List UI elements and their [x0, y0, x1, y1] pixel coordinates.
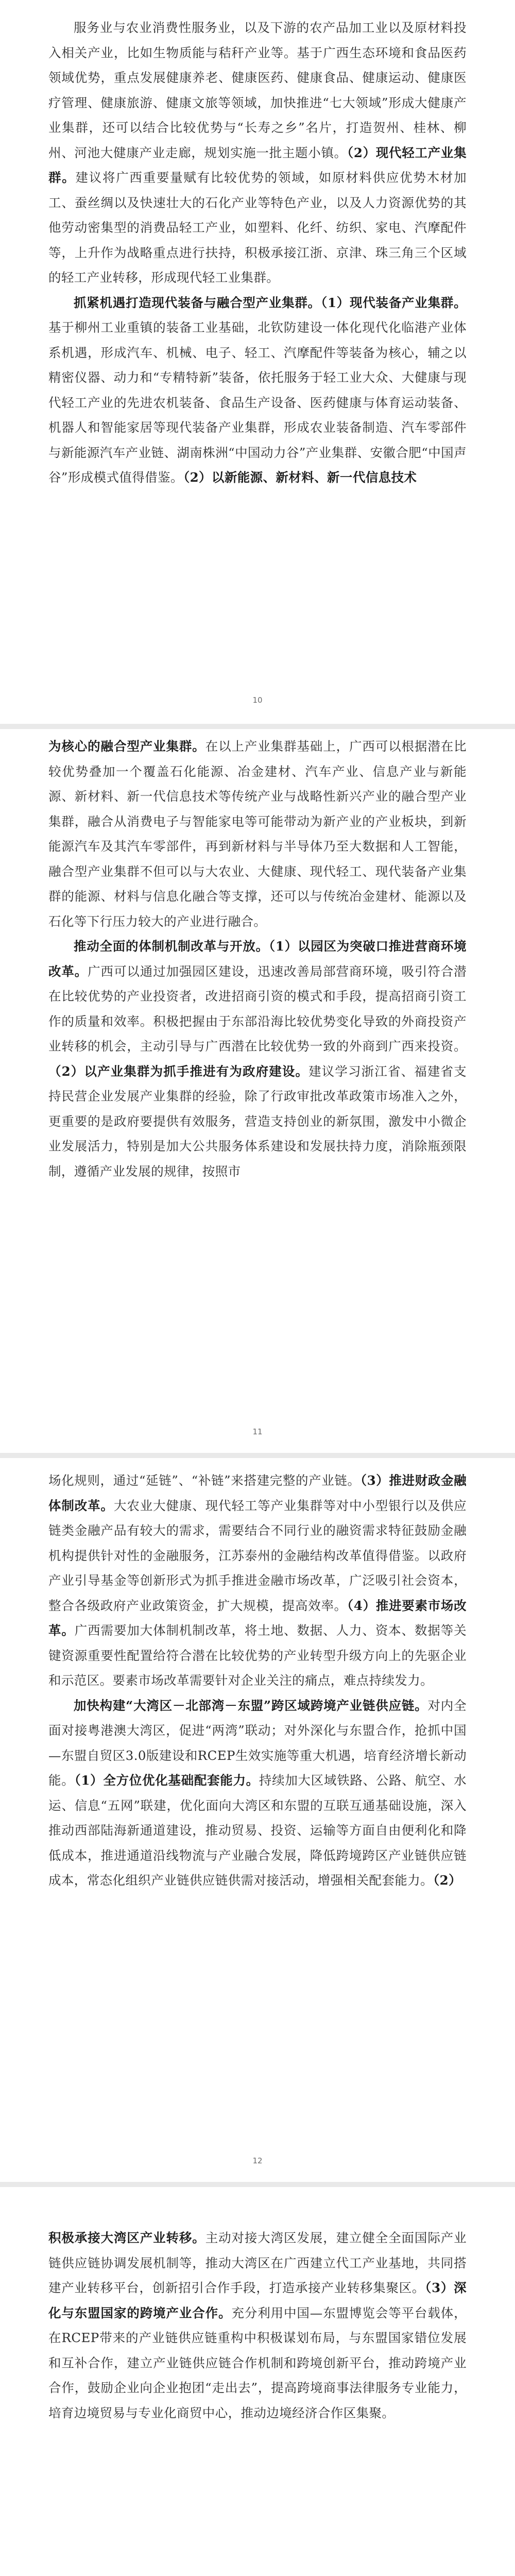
body-text: 持续加大区域铁路、公路、航空、水运、信息“五网”联建，优化面向大湾区和东盟的互联互通基础设施，深入推动西部陆海新通道建设，推动贸易、投资、运输等方面自由便利化和降低成本，推进通道沿线物流与产业融合发展，降低跨境跨区产业链供应链成本，常态化组织产业链供应链供需对接活动，增强相关配套能力。: [48, 1773, 467, 1888]
paragraph: [48, 1693, 467, 1893]
page-number: 10: [252, 696, 263, 705]
body-text: 在以上产业集群基础上，广西可以根据潜在比较优势叠加一个覆盖石化能源、冶金建材、汽车产业、信息产业与新能源、新材料、新一代信息技术等传统产业与战略性新兴产业的融合型产业集群，融合从消费电子与智能家电等可能带动为新产业的产业板块，到新能源汽车及其汽车零部件，再到新材料与半导体乃至大数据和人工智能，融合型产业集群不但可以与大农业、大健康、现代轻工、现代装备产业集群的能源、材料与信息化融合等支撑，还可以与传统冶金建材、能源以及石化等下行压力较大的产业进行融合。: [48, 739, 467, 929]
page-13: [0, 2187, 515, 2576]
bold-heading: 为核心的融合型产业集群。: [48, 739, 205, 754]
page-number: 11: [252, 1427, 263, 1436]
page-number: 12: [252, 2156, 263, 2165]
bold-heading: （2）: [433, 1873, 461, 1888]
body-text: 基于柳州工业重镇的装备工业基础，北钦防建设一体化现代化临港产业体系机遇，形成汽车、机械、电子、轻工、汽摩配件等装备为核心，辅之以精密仪器、动力和“专精特新”装备，依托服务于轻工业大众、大健康与现代轻工产业的先进农机装备、食品生产设备、医药健康与体育运动装备、机器人和智能家居等现代装备产业集群，形成农业装备制造、汽车零部件与新能源汽车产业链、湖南株洲“中国动力谷”产业集群、安徽合肥“中国声谷”形成模式值得借鉴。: [48, 320, 467, 485]
bold-heading: （2）以新能源、新材料、新一代信息技术: [183, 470, 417, 485]
bold-heading: （3）推进财政金融体制改革。: [48, 1473, 467, 1513]
paragraph: [48, 15, 467, 291]
body-text: 场化规则，通过“延链”、“补链”来搭建完整的产业链。: [48, 1473, 360, 1488]
paragraph: [48, 291, 467, 490]
page-text: [48, 734, 467, 1184]
page-text: [48, 15, 467, 490]
page-text: [48, 2226, 467, 2426]
bold-heading: 积极承接大湾区产业转移。: [48, 2230, 205, 2245]
body-text: 广西可以通过加强园区建设，迅速改善局部营商环境，吸引符合潜在比较优势的产业投资者，改进招商引资的模式和手段，提高招商引资工作的质量和效率。积极把握由于东部沿海比较优势变化导致的外商投资产业转移的机会，主动引导与广西潜在比较优势一致的外商到广西来投资。: [48, 963, 467, 1054]
bold-heading: 加快构建“大湾区－北部湾－东盟”跨区域跨境产业链供应链。: [74, 1698, 428, 1713]
body-text: 大农业大健康、现代轻工等产业集群等对中小型银行以及供应链类金融产品有较大的需求，需要结合不同行业的融资需求特征鼓励金融机构提供针对性的金融服务，江苏泰州的金融结构改革值得借鉴。以政府产业引导基金等创新形式为抓手推进金融市场改革，广泛吸引社会资本，整合各级政府产业政策资金，扩大规模，提高效率。: [48, 1498, 467, 1613]
page-text: [48, 1468, 467, 1893]
bold-heading: （4）推进要素市场改革。: [48, 1598, 467, 1638]
body-text: 主动对接大湾区发展，建立健全全面国际产业链供应链协调发展机制等，推动大湾区在广西建立代工产业基地，共同搭建产业转移平台，创新招引合作手段，打造承接产业转移集聚区。: [48, 2230, 467, 2295]
page-10: [0, 0, 515, 724]
body-text: 服务业与农业消费性服务业，以及下游的农产品加工业以及原材料投入相关产业，比如生物质能与秸秆产业等。基于广西生态环境和食品医药领域优势，重点发展健康养老、健康医药、健康食品、健康运动、健康医疗管理、健康旅游、健康文旅等领域，加快推进“七大领域”形成大健康产业集群，还可以结合比较优势与“长寿之乡”名片，打造贺州、桂林、柳州、河池大健康产业走廊，规划实施一批主题小镇。: [48, 20, 467, 160]
paragraph: [48, 1468, 467, 1693]
body-text: 对内全面对接粤港澳大湾区，促进“两湾”联动；对外深化与东盟合作，抢抓中国—东盟自贸区3.0版建设和RCEP生效实施等重大机遇，培育经济增长新动能。: [48, 1698, 467, 1788]
bold-heading: 抓紧机遇打造现代装备与融合型产业集群。: [74, 295, 321, 310]
body-text: 建议将广西重要量赋有比较优势的领域，如原材料供应优势木材加工、蚕丝绸以及快速壮大的石化产业等特色产业，以及人力资源优势的其他劳动密集型的消费品轻工产业，如塑料、化纤、纺织、家电、汽摩配件等，上升作为战略重点进行扶持，积极承接江浙、京津、珠三角三个区域的轻工产业转移，形成现代轻工业集群。: [48, 170, 467, 285]
bold-heading: （1）以园区为突破口推进营商环境改革。: [48, 939, 467, 979]
page-11: [0, 729, 515, 1453]
bold-heading: 推动全面的体制机制改革与开放。: [74, 939, 269, 954]
body-text: 建议学习浙江省、福建省支持民营企业发展产业集群的经验，除了行政审批改革政策市场准入之外，更重要的是政府要提供有效服务，营造支持创业的新氛围，激发中小微企业发展活力，特别是加大公共服务体系建设和发展扶持力度，消除瓶颈限制，遵循产业发展的规律，按照市: [48, 1063, 467, 1179]
paragraph: [48, 734, 467, 934]
page-12: [0, 1458, 515, 2182]
bold-heading: （1）现代装备产业集群。: [320, 295, 467, 310]
bold-heading: （1）全方位优化基础配套能力。: [74, 1773, 259, 1788]
body-text: 充分利用中国—东盟博览会等平台载体，在RCEP带来的产业链供应链重构中积极谋划布局，与东盟国家错位发展和互补合作，建立产业链供应链合作机制和跨境创新平台，推动跨境产业合作，鼓励企业向企业抱团“走出去”，提高跨境商事法律服务专业能力，培育边境贸易与专业化商贸中心，推动边境经济合作区集聚。: [48, 2305, 467, 2420]
body-text: 广西需要加大体制机制改革，将土地、数据、人力、资本、数据等关键资源重要性配置给符合潜在比较优势的产业转型升级方向上的先驱企业和示范区。要素市场改革需要针对企业关注的痛点，难点持续发力。: [48, 1623, 467, 1688]
paragraph: [48, 934, 467, 1184]
bold-heading: （3）深化与东盟国家的跨境产业合作。: [48, 2280, 467, 2320]
bold-heading: （2）现代轻工产业集群。: [48, 145, 467, 185]
bold-heading: （2）以产业集群为抓手推进有为政府建设。: [48, 1063, 309, 1079]
paragraph: [48, 2226, 467, 2426]
